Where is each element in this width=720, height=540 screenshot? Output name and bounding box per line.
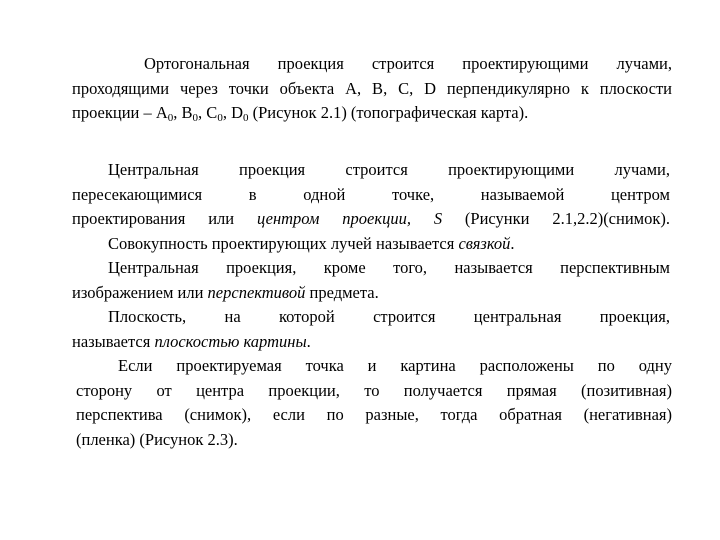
paragraph1-sep-c: , С bbox=[198, 103, 218, 122]
p2-line-4 bbox=[72, 232, 670, 257]
p2-line-6-start: изображением или bbox=[72, 282, 208, 302]
p2-line-8-end: . bbox=[306, 331, 311, 351]
term-picture-plane: плоскостью картины bbox=[154, 331, 307, 351]
p2-line-6-end: предмета. bbox=[305, 282, 379, 302]
p2-line-5: Центральная проекция, кроме того, называется перспективным bbox=[108, 258, 670, 277]
subscript-a0: 0 bbox=[167, 112, 174, 124]
p2-line-8-start: называется bbox=[72, 331, 155, 351]
p2-line-4-start: Совокупность проектирующих лучей называется bbox=[108, 233, 459, 253]
paragraph1-sep-b: , В bbox=[173, 103, 193, 122]
paragraph-perspective-types bbox=[76, 354, 672, 452]
subscript-c0: 0 bbox=[217, 112, 223, 124]
paragraph-orthogonal-projection bbox=[72, 52, 672, 126]
paragraph1-text: Ортогональная проекция строится проектирующими лучами, проходящими через точки объекта А, В, С, D перпендикулярно к плоскости проекции – А bbox=[72, 54, 672, 122]
p2-line-3 bbox=[72, 207, 670, 232]
p3-line-4: (пленка) (Рисунок 2.3). bbox=[76, 429, 238, 449]
p2-line-2: пересекающимися в одной точке, называемой центром bbox=[72, 184, 670, 204]
p2-line-3-start: проектирования или bbox=[72, 209, 257, 228]
term-bundle: связкой bbox=[458, 233, 511, 253]
p2-line-3-end: (Рисунки 2.1,2.2)(снимок). bbox=[442, 209, 670, 228]
p2-line-4-end: . bbox=[510, 233, 515, 253]
p2-line-8 bbox=[72, 330, 670, 355]
p2-line-1: Центральная проекция строится проектирующими лучами, bbox=[108, 160, 670, 179]
p2-line-7: Плоскость, на которой строится центральная проекция, bbox=[108, 307, 670, 326]
p2-line-6 bbox=[72, 281, 670, 306]
subscript-d0: 0 bbox=[242, 112, 249, 124]
term-projection-center: центром проекции, S bbox=[256, 209, 443, 228]
paragraph1-tail: (Рисунок 2.1) (топографическая карта). bbox=[248, 103, 529, 122]
p3-line-1: Если проектируемая точка и картина расположены по одну bbox=[118, 356, 672, 375]
paragraph-central-projection bbox=[72, 158, 670, 354]
subscript-b0: 0 bbox=[192, 112, 199, 124]
term-perspective: перспективой bbox=[207, 282, 306, 302]
paragraph1-sep-d: , D bbox=[222, 103, 243, 122]
p3-line-2: сторону от центра проекции, то получается прямая (позитивная) bbox=[76, 380, 672, 400]
p3-line-3: перспектива (снимок), если по разные, тогда обратная (негативная) bbox=[76, 405, 672, 424]
